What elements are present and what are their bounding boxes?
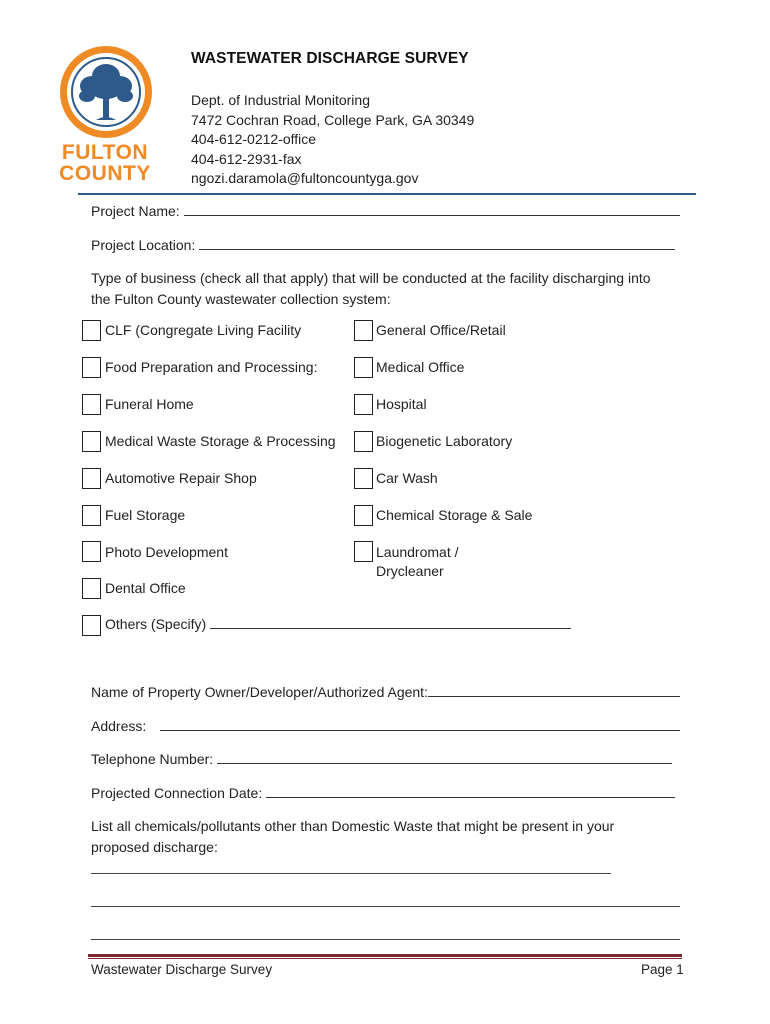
project-name-label: Project Name:: [91, 203, 180, 219]
checkbox-automotive-repair[interactable]: [82, 468, 101, 489]
checkbox-others[interactable]: [82, 615, 101, 636]
laundromat-label-line1: Laundromat /: [376, 544, 459, 560]
project-location-field[interactable]: [91, 237, 675, 253]
business-prompt-line2: the Fulton County wastewater collection system:: [91, 291, 391, 307]
chemicals-answer-line-3[interactable]: [91, 939, 680, 940]
chemicals-answer-line-1[interactable]: [91, 873, 611, 874]
checkbox-car-wash[interactable]: [354, 468, 373, 489]
checkbox-label-clf: CLF (Congregate Living Facility: [105, 322, 302, 338]
contact-email[interactable]: ngozi.daramola@fultoncountyga.gov: [191, 170, 419, 186]
checkbox-label-automotive-repair: Automotive Repair Shop: [105, 470, 257, 486]
footer-title: Wastewater Discharge Survey: [91, 962, 273, 977]
business-prompt-line1: Type of business (check all that apply) that will be conducted at the facility discharging into: [91, 270, 651, 286]
checkbox-hospital[interactable]: [354, 394, 373, 415]
checkbox-label-chemical-storage: Chemical Storage & Sale: [376, 507, 533, 523]
checkbox-chemical-storage[interactable]: [354, 505, 373, 526]
checkbox-clf[interactable]: [82, 320, 101, 341]
chemicals-prompt-line2: proposed discharge:: [91, 839, 218, 855]
connection-date-input-line[interactable]: [266, 796, 675, 798]
contact-block: [191, 91, 474, 189]
others-specify-field[interactable]: [105, 616, 571, 632]
checkbox-general-office[interactable]: [354, 320, 373, 341]
fulton-county-logo: [46, 44, 166, 189]
checkbox-label-photo-development: Photo Development: [105, 544, 228, 560]
footer-rule-thick: [88, 954, 682, 957]
checkbox-label-hospital: Hospital: [376, 396, 427, 412]
connection-date-field[interactable]: [91, 785, 675, 801]
owner-input-line[interactable]: [428, 695, 680, 697]
page-number: Page 1: [641, 962, 684, 977]
checkbox-food-preparation[interactable]: [82, 357, 101, 378]
checkbox-label-general-office: General Office/Retail: [376, 322, 506, 338]
owner-field[interactable]: [91, 684, 680, 700]
contact-fax: 404-612-2931-fax: [191, 150, 302, 167]
contact-address: 7472 Cochran Road, College Park, GA 30349: [191, 111, 475, 128]
checkbox-label-funeral-home: Funeral Home: [105, 396, 194, 412]
checkbox-label-dental-office: Dental Office: [105, 580, 186, 596]
checkbox-dental-office[interactable]: [82, 578, 101, 599]
checkbox-label-laundromat: [376, 543, 459, 581]
project-location-label: Project Location:: [91, 237, 196, 253]
checkbox-funeral-home[interactable]: [82, 394, 101, 415]
contact-dept: Dept. of Industrial Monitoring: [191, 92, 370, 108]
checkbox-fuel-storage[interactable]: [82, 505, 101, 526]
telephone-field[interactable]: [91, 751, 672, 767]
address-input-line[interactable]: [160, 729, 680, 731]
checkbox-laundromat[interactable]: [354, 541, 373, 562]
checkbox-label-medical-office: Medical Office: [376, 359, 465, 375]
business-type-prompt: [91, 268, 691, 310]
address-label: Address:: [91, 718, 147, 734]
project-location-input-line[interactable]: [199, 248, 675, 250]
header-divider: [78, 193, 696, 195]
checkbox-label-others: Others (Specify): [105, 616, 207, 632]
laundromat-label-line2: Drycleaner: [376, 563, 444, 579]
checkbox-medical-waste[interactable]: [82, 431, 101, 452]
chemicals-prompt: [91, 816, 691, 858]
checkbox-label-biogenetic-laboratory: Biogenetic Laboratory: [376, 433, 513, 449]
checkbox-label-medical-waste: Medical Waste Storage & Processing: [105, 433, 336, 449]
checkbox-label-car-wash: Car Wash: [376, 470, 438, 486]
footer-rule-thin: [88, 958, 682, 959]
checkbox-medical-office[interactable]: [354, 357, 373, 378]
owner-label: Name of Property Owner/Developer/Authorized Agent:: [91, 684, 428, 700]
logo-text-line1: FULTON: [61, 141, 149, 164]
project-name-field[interactable]: [91, 203, 680, 219]
checkbox-photo-development[interactable]: [82, 541, 101, 562]
telephone-label: Telephone Number:: [91, 751, 214, 767]
form-title: WASTEWATER DISCHARGE SURVEY: [191, 50, 469, 67]
checkbox-biogenetic-laboratory[interactable]: [354, 431, 373, 452]
address-field[interactable]: [91, 718, 680, 734]
chemicals-prompt-line1: List all chemicals/pollutants other than Domestic Waste that might be present in your: [91, 818, 615, 834]
checkbox-label-fuel-storage: Fuel Storage: [105, 507, 186, 523]
chemicals-answer-line-2[interactable]: [91, 906, 680, 907]
project-name-input-line[interactable]: [184, 214, 680, 216]
logo-text-line2: COUNTY: [59, 162, 151, 185]
contact-office-phone: 404-612-0212-office: [191, 131, 317, 147]
telephone-input-line[interactable]: [217, 762, 672, 764]
connection-date-label: Projected Connection Date:: [91, 785, 263, 801]
others-specify-input-line[interactable]: [210, 627, 571, 629]
checkbox-label-food-preparation: Food Preparation and Processing:: [105, 359, 318, 375]
